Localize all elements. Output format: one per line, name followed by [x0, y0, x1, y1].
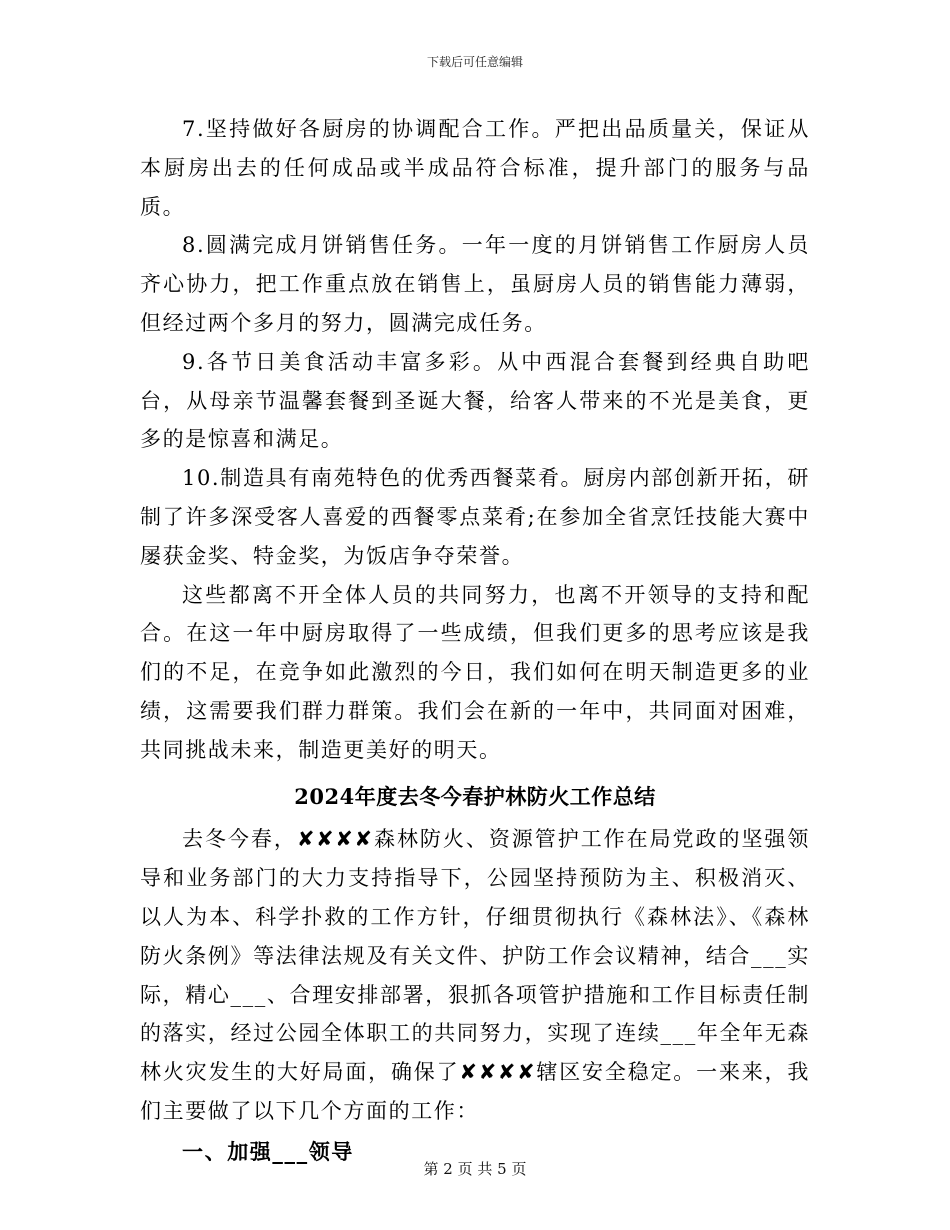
paragraph-item-7: 7.坚持做好各厨房的协调配合工作。严把出品质量关，保证从本厨房出去的任何成品或半成品符合标准，提升部门的服务与品质。: [140, 117, 810, 219]
paragraph-item-10: 10.制造具有南苑特色的优秀西餐菜肴。厨房内部创新开拓，研制了许多深受客人喜爱的西餐零点菜肴;在参加全省烹饪技能大赛中屡获金奖、特金奖，为饭店争夺荣誉。: [140, 466, 810, 568]
paragraph-item-9: 9.各节日美食活动丰富多彩。从中西混合套餐到经典自助吧台，从母亲节温馨套餐到圣诞大餐，给客人带来的不光是美食，更多的是惊喜和满足。: [140, 349, 810, 452]
page-footer: 第 2 页 共 5 页: [423, 1160, 527, 1178]
paragraph-item-8: 8.圆满完成月饼销售任务。一年一度的月饼销售工作厨房人员齐心协力，把工作重点放在销售上，虽厨房人员的销售能力薄弱，但经过两个多月的努力，圆满完成任务。: [140, 233, 810, 335]
section-intro-paragraph: 去冬今春，✘✘✘✘森林防火、资源管护工作在局党政的坚强领导和业务部门的大力支持指导下，公园坚持预防为主、积极消灭、以人为本、科学扑救的工作方针，仔细贯彻执行《森林法》、《森林防火条例》等法律法规及有关文件、护防工作会议精神，结合___实际，精心___、合理安排部署，狠抓各项管护措施和工作目标责任制的落实，经过公园全体职工的共同努力，实现了连续___年全年无森林火灾发生的大好局面，确保了✘✘✘✘辖区安全稳定。一来来，我们主要做了以下几个方面的工作：: [140, 827, 810, 1123]
section-title: 2024年度去冬今春护林防火工作总结: [294, 783, 656, 809]
page-header: 下载后可任意编辑: [426, 55, 523, 69]
section-heading-1: 一、加强___领导: [182, 1138, 354, 1164]
conclusion-paragraph: 这些都离不开全体人员的共同努力，也离不开领导的支持和配合。在这一年中厨房取得了一些成绩，但我们更多的思考应该是我们的不足，在竞争如此激烈的今日，我们如何在明天制造更多的业绩，这需要我们群力群策。我们会在新的一年中，共同面对困难，共同挑战未来，制造更美好的明天。: [140, 582, 810, 762]
document-body: [140, 110, 810, 1172]
